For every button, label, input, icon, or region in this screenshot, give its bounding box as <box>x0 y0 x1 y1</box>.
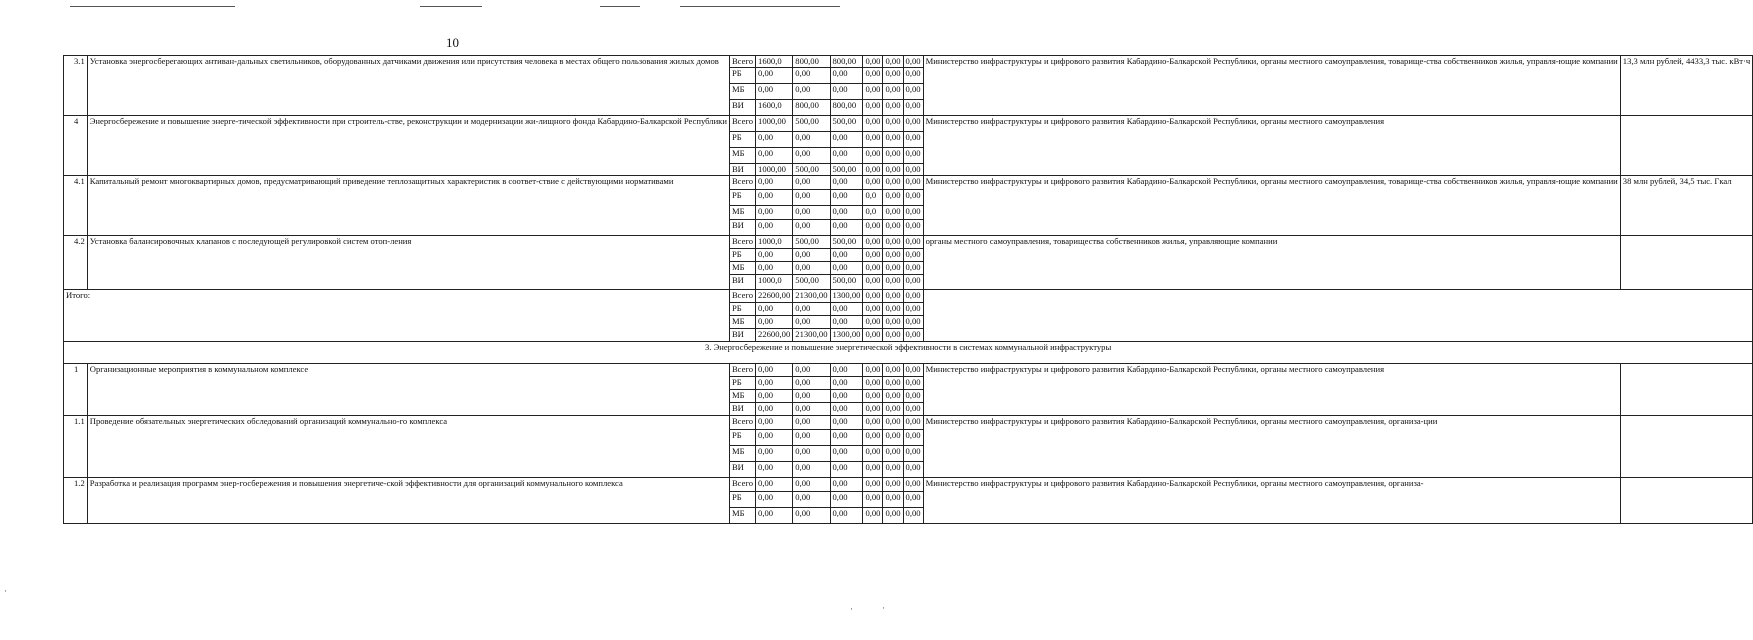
funding-value: 0,00 <box>903 430 923 446</box>
funding-value: 0,00 <box>793 176 830 190</box>
funding-value: 0,00 <box>903 275 923 290</box>
funding-value: 0,00 <box>903 390 923 403</box>
funding-source: МБ <box>729 316 755 329</box>
funding-value: 0,00 <box>903 249 923 262</box>
funding-value: 0,00 <box>903 164 923 176</box>
funding-value: 0,00 <box>793 316 830 329</box>
funding-value: 0,00 <box>793 364 830 377</box>
item-description: Установка энергосберегающих антиван-дальных светильников, оборудованных датчиками движения или присутствия человека в местах общего пользования жилых домов <box>87 56 729 116</box>
item-description: Разработка и реализация программ энер-госбережения и повышения энергетиче-ской эффективности для организаций коммунального комплекса <box>87 478 729 524</box>
funding-value: 0,00 <box>903 403 923 416</box>
funding-source: Всего <box>729 116 755 132</box>
funding-value: 0,00 <box>903 462 923 478</box>
funding-value: 0,00 <box>793 303 830 316</box>
funding-value: 0,00 <box>903 303 923 316</box>
funding-value: 800,00 <box>830 100 863 116</box>
funding-value: 0,00 <box>793 508 830 524</box>
funding-value: 21300,00 <box>793 290 830 303</box>
funding-value: 0,00 <box>830 430 863 446</box>
item-number: 1.2 <box>64 478 88 524</box>
funding-source: МБ <box>729 262 755 275</box>
funding-source: РБ <box>729 68 755 84</box>
table-row <box>64 56 1753 68</box>
funding-value: 500,00 <box>830 275 863 290</box>
funding-value: 0,00 <box>863 236 883 249</box>
funding-value: 0,00 <box>903 206 923 220</box>
funding-value: 0,00 <box>793 262 830 275</box>
funding-value: 0,00 <box>793 148 830 164</box>
funding-value: 0,00 <box>883 116 903 132</box>
item-number: 1.1 <box>64 416 88 478</box>
funding-source: Всего <box>729 236 755 249</box>
funding-value: 800,00 <box>793 56 830 68</box>
funding-value: 1000,00 <box>756 164 793 176</box>
item-description: Организационные мероприятия в коммунальном комплексе <box>87 364 729 416</box>
funding-value: 0,00 <box>793 492 830 508</box>
funding-value: 0,00 <box>903 377 923 390</box>
funding-value: 500,00 <box>830 164 863 176</box>
funding-value: 0,00 <box>756 206 793 220</box>
funding-value: 1000,0 <box>756 275 793 290</box>
funding-value: 0,00 <box>863 68 883 84</box>
funding-value: 0,00 <box>830 364 863 377</box>
funding-value: 0,00 <box>883 148 903 164</box>
funding-source: ВИ <box>729 275 755 290</box>
funding-value: 0,00 <box>756 462 793 478</box>
funding-value: 0,00 <box>793 190 830 206</box>
funding-value: 0,00 <box>756 403 793 416</box>
funding-value: 0,00 <box>863 275 883 290</box>
funding-value: 800,00 <box>830 56 863 68</box>
funding-value: 0,00 <box>756 190 793 206</box>
funding-source: МБ <box>729 446 755 462</box>
funding-value: 0,00 <box>883 364 903 377</box>
funding-value: 0,00 <box>863 508 883 524</box>
funding-value: 0,00 <box>883 446 903 462</box>
funding-value: 0,00 <box>756 377 793 390</box>
funding-value: 0,00 <box>830 84 863 100</box>
executor: Министерство инфраструктуры и цифрового развития Кабардино-Балкарской Республики, органы местного самоуправления <box>923 364 1620 416</box>
funding-value: 500,00 <box>793 275 830 290</box>
funding-source: Всего <box>729 478 755 492</box>
item-number: 4 <box>64 116 88 176</box>
expected-result: 13,3 млн рублей, 4433,3 тыс. кВт·ч <box>1620 56 1752 116</box>
table-row <box>64 416 1753 430</box>
funding-value: 0,00 <box>756 416 793 430</box>
funding-value: 0,00 <box>863 446 883 462</box>
funding-value: 500,00 <box>793 236 830 249</box>
funding-value: 0,00 <box>863 262 883 275</box>
funding-value: 0,00 <box>793 416 830 430</box>
funding-source: МБ <box>729 84 755 100</box>
funding-value: 0,00 <box>863 377 883 390</box>
funding-value: 0,00 <box>793 84 830 100</box>
funding-value: 0,00 <box>756 148 793 164</box>
funding-value: 0,00 <box>756 176 793 190</box>
total-label: Итого: <box>64 290 730 342</box>
funding-source: РБ <box>729 430 755 446</box>
funding-value: 0,00 <box>903 190 923 206</box>
funding-value: 0,00 <box>830 390 863 403</box>
funding-source: Всего <box>729 56 755 68</box>
funding-value: 0,00 <box>756 220 793 236</box>
funding-value: 0,00 <box>863 220 883 236</box>
item-description: Проведение обязательных энергетических обследований организаций коммунально-го комплекса <box>87 416 729 478</box>
funding-value: 0,00 <box>883 492 903 508</box>
funding-source: Всего <box>729 416 755 430</box>
funding-value: 0,00 <box>756 262 793 275</box>
funding-value: 0,00 <box>756 446 793 462</box>
funding-source: Всего <box>729 364 755 377</box>
funding-value: 0,00 <box>830 303 863 316</box>
header-rule <box>600 6 640 7</box>
funding-value: 0,00 <box>756 492 793 508</box>
funding-value: 0,00 <box>903 416 923 430</box>
funding-value: 0,00 <box>903 446 923 462</box>
funding-value: 800,00 <box>793 100 830 116</box>
funding-value: 0,00 <box>830 462 863 478</box>
funding-value: 0,00 <box>830 148 863 164</box>
funding-value: 0,00 <box>756 316 793 329</box>
funding-value: 0,00 <box>830 132 863 148</box>
funding-value: 0,0 <box>863 190 883 206</box>
funding-value: 0,00 <box>830 508 863 524</box>
funding-value: 0,00 <box>830 176 863 190</box>
funding-value: 0,00 <box>830 220 863 236</box>
funding-value: 0,00 <box>883 329 903 342</box>
funding-value: 0,00 <box>903 262 923 275</box>
funding-value: 0,00 <box>903 84 923 100</box>
funding-value: 0,00 <box>793 132 830 148</box>
funding-source: МБ <box>729 390 755 403</box>
expected-result <box>1620 116 1752 176</box>
funding-source: ВИ <box>729 403 755 416</box>
funding-value: 0,00 <box>903 329 923 342</box>
funding-value: 0,00 <box>830 190 863 206</box>
funding-value: 0,00 <box>883 190 903 206</box>
funding-value: 0,00 <box>903 100 923 116</box>
funding-value: 0,00 <box>903 236 923 249</box>
header-rule <box>680 6 840 7</box>
funding-value: 0,00 <box>883 430 903 446</box>
funding-source: Всего <box>729 290 755 303</box>
funding-value: 0,00 <box>883 508 903 524</box>
funding-value: 500,00 <box>830 236 863 249</box>
funding-value: 0,00 <box>863 56 883 68</box>
funding-source: ВИ <box>729 220 755 236</box>
funding-value: 0,00 <box>793 403 830 416</box>
table-row <box>64 116 1753 132</box>
executor: Министерство инфраструктуры и цифрового развития Кабардино-Балкарской Республики, органы местного самоуправления, товарище-ства собственников жилья, управля-ющие компании <box>923 56 1620 116</box>
table-row <box>64 236 1753 249</box>
funding-value: 1000,0 <box>756 236 793 249</box>
funding-value: 0,00 <box>863 316 883 329</box>
funding-value: 0,00 <box>883 462 903 478</box>
funding-value: 0,00 <box>793 249 830 262</box>
page-number: 10 <box>446 35 459 50</box>
funding-value: 0,00 <box>903 56 923 68</box>
funding-value: 0,00 <box>883 403 903 416</box>
funding-value: 0,00 <box>830 262 863 275</box>
executor: органы местного самоуправления, товарищества собственников жилья, управляющие компании <box>923 236 1620 290</box>
funding-value: 0,00 <box>863 403 883 416</box>
item-description: Энергосбережение и повышение энерге-тической эффективности при строитель-стве, реконструкции и модернизации жи-лищного фонда Кабардино-Балкарской Республики <box>87 116 729 176</box>
scan-mark: · <box>4 586 7 596</box>
funding-value: 0,00 <box>830 377 863 390</box>
funding-value: 1300,00 <box>830 329 863 342</box>
funding-source: РБ <box>729 190 755 206</box>
funding-value: 500,00 <box>793 164 830 176</box>
funding-value: 0,00 <box>863 303 883 316</box>
funding-source: ВИ <box>729 164 755 176</box>
funding-value: 0,00 <box>863 416 883 430</box>
funding-value: 0,00 <box>793 68 830 84</box>
funding-source: МБ <box>729 148 755 164</box>
funding-value: 0,00 <box>830 249 863 262</box>
funding-value: 0,00 <box>903 176 923 190</box>
funding-value: 0,00 <box>883 303 903 316</box>
funding-value: 0,00 <box>883 249 903 262</box>
funding-source: МБ <box>729 206 755 220</box>
funding-value: 0,00 <box>793 206 830 220</box>
funding-value: 0,00 <box>830 316 863 329</box>
funding-value: 500,00 <box>793 116 830 132</box>
funding-value: 0,00 <box>903 364 923 377</box>
funding-value: 0,00 <box>756 303 793 316</box>
funding-value: 0,00 <box>883 100 903 116</box>
funding-source: РБ <box>729 377 755 390</box>
funding-value: 0,00 <box>793 462 830 478</box>
funding-value: 22600,00 <box>756 329 793 342</box>
funding-value: 0,00 <box>883 316 903 329</box>
funding-value: 0,00 <box>793 430 830 446</box>
item-number: 1 <box>64 364 88 416</box>
expected-result <box>1620 364 1752 416</box>
funding-value: 0,00 <box>756 390 793 403</box>
funding-value: 0,00 <box>863 478 883 492</box>
funding-source: РБ <box>729 303 755 316</box>
funding-value: 500,00 <box>830 116 863 132</box>
funding-source: ВИ <box>729 329 755 342</box>
funding-value: 0,00 <box>756 430 793 446</box>
funding-value: 0,00 <box>756 132 793 148</box>
funding-source: Всего <box>729 176 755 190</box>
funding-value: 0,00 <box>883 478 903 492</box>
executor: Министерство инфраструктуры и цифрового развития Кабардино-Балкарской Республики, органы местного самоуправления, товарище-ства собственников жилья, управля-ющие компании <box>923 176 1620 236</box>
program-table <box>63 55 1753 524</box>
scan-mark: · <box>882 603 885 613</box>
funding-source: РБ <box>729 132 755 148</box>
executor: Министерство инфраструктуры и цифрового развития Кабардино-Балкарской Республики, органы местного самоуправления, организа- <box>923 478 1620 524</box>
funding-value: 0,00 <box>883 390 903 403</box>
item-number: 3.1 <box>64 56 88 116</box>
funding-value: 0,00 <box>863 249 883 262</box>
funding-value: 0,00 <box>863 84 883 100</box>
funding-value: 0,00 <box>756 508 793 524</box>
funding-value: 0,00 <box>883 416 903 430</box>
table-row <box>64 176 1753 190</box>
funding-value: 0,00 <box>863 290 883 303</box>
funding-value: 0,00 <box>863 364 883 377</box>
funding-value: 0,00 <box>883 290 903 303</box>
funding-value: 1000,00 <box>756 116 793 132</box>
funding-value: 0,00 <box>863 132 883 148</box>
funding-value: 0,00 <box>756 364 793 377</box>
funding-source: ВИ <box>729 462 755 478</box>
funding-value: 0,00 <box>883 164 903 176</box>
item-number: 4.2 <box>64 236 88 290</box>
item-description: Установка балансировочных клапанов с последующей регулировкой систем отоп-ления <box>87 236 729 290</box>
table-row <box>64 478 1753 492</box>
header-rule <box>420 6 482 7</box>
funding-value: 0,00 <box>903 132 923 148</box>
funding-value: 0,0 <box>863 206 883 220</box>
funding-value: 0,00 <box>883 377 903 390</box>
funding-value: 0,00 <box>793 478 830 492</box>
funding-value: 0,00 <box>903 290 923 303</box>
expected-result <box>1620 478 1752 524</box>
funding-value: 0,00 <box>883 220 903 236</box>
funding-value: 0,00 <box>793 377 830 390</box>
funding-value: 0,00 <box>863 430 883 446</box>
funding-value: 0,00 <box>883 132 903 148</box>
funding-value: 0,00 <box>883 206 903 220</box>
funding-value: 0,00 <box>903 148 923 164</box>
funding-value: 0,00 <box>883 236 903 249</box>
executor: Министерство инфраструктуры и цифрового развития Кабардино-Балкарской Республики, органы местного самоуправления <box>923 116 1620 176</box>
funding-value: 0,00 <box>756 249 793 262</box>
funding-source: ВИ <box>729 100 755 116</box>
funding-value: 0,00 <box>903 508 923 524</box>
table-row <box>64 364 1753 377</box>
funding-value: 0,00 <box>830 68 863 84</box>
funding-value: 0,00 <box>756 478 793 492</box>
funding-value: 0,00 <box>863 390 883 403</box>
funding-value: 22600,00 <box>756 290 793 303</box>
funding-value: 1600,0 <box>756 100 793 116</box>
funding-value: 1600,0 <box>756 56 793 68</box>
funding-value: 0,00 <box>863 116 883 132</box>
funding-value: 0,00 <box>903 220 923 236</box>
funding-value: 0,00 <box>830 478 863 492</box>
funding-value: 0,00 <box>883 56 903 68</box>
funding-value: 0,00 <box>863 148 883 164</box>
funding-source: МБ <box>729 508 755 524</box>
funding-value: 0,00 <box>883 275 903 290</box>
funding-value: 0,00 <box>903 316 923 329</box>
funding-value: 0,00 <box>863 100 883 116</box>
funding-value: 0,00 <box>830 416 863 430</box>
funding-value: 0,00 <box>863 329 883 342</box>
item-number: 4.1 <box>64 176 88 236</box>
funding-value: 0,00 <box>830 206 863 220</box>
funding-value: 0,00 <box>883 176 903 190</box>
funding-value: 0,00 <box>793 220 830 236</box>
funding-value: 1300,00 <box>830 290 863 303</box>
funding-value: 0,00 <box>830 492 863 508</box>
header-rule <box>70 6 235 7</box>
funding-value: 0,00 <box>903 492 923 508</box>
scan-mark: · <box>850 604 853 614</box>
funding-value: 0,00 <box>883 84 903 100</box>
funding-value: 0,00 <box>903 478 923 492</box>
funding-source: РБ <box>729 492 755 508</box>
executor <box>923 290 1753 342</box>
funding-value: 0,00 <box>863 176 883 190</box>
funding-value: 0,00 <box>903 68 923 84</box>
funding-value: 0,00 <box>756 84 793 100</box>
funding-value: 0,00 <box>883 68 903 84</box>
expected-result: 38 млн рублей, 34,5 тыс. Гкал <box>1620 176 1752 236</box>
funding-value: 0,00 <box>830 446 863 462</box>
funding-source: РБ <box>729 249 755 262</box>
funding-value: 21300,00 <box>793 329 830 342</box>
expected-result <box>1620 236 1752 290</box>
section-heading: 3. Энергосбережение и повышение энергетической эффективности в системах коммунальной инфраструктуры <box>64 342 1753 364</box>
funding-value: 0,00 <box>793 446 830 462</box>
funding-value: 0,00 <box>756 68 793 84</box>
funding-value: 0,00 <box>903 116 923 132</box>
funding-value: 0,00 <box>883 262 903 275</box>
funding-value: 0,00 <box>863 164 883 176</box>
funding-value: 0,00 <box>863 462 883 478</box>
executor: Министерство инфраструктуры и цифрового развития Кабардино-Балкарской Республики, органы местного самоуправления, организа-ции <box>923 416 1620 478</box>
table-row <box>64 290 1753 303</box>
expected-result <box>1620 416 1752 478</box>
item-description: Капитальный ремонт многоквартирных домов, предусматривающий приведение теплозащитных характеристик в соответ-ствие с действующими нормативами <box>87 176 729 236</box>
funding-value: 0,00 <box>863 492 883 508</box>
funding-value: 0,00 <box>793 390 830 403</box>
funding-value: 0,00 <box>830 403 863 416</box>
